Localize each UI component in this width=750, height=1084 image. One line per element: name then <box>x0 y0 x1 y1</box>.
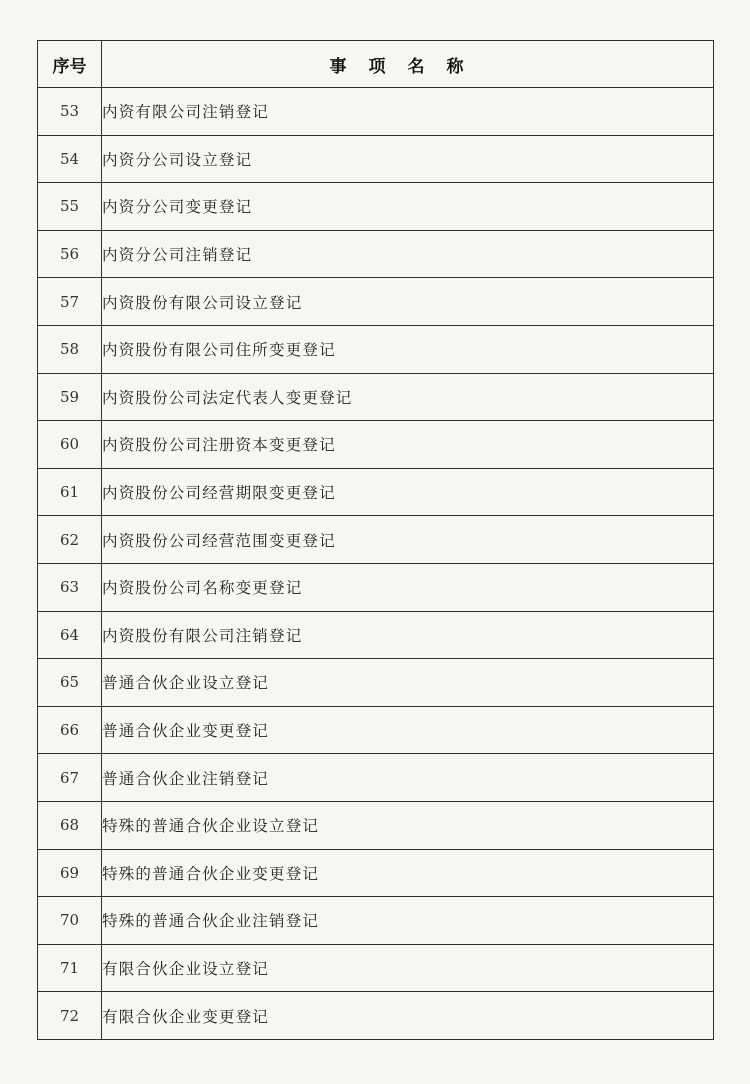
row-item-name: 普通合伙企业注销登记 <box>102 754 714 802</box>
row-item-name: 内资股份公司名称变更登记 <box>102 563 714 611</box>
row-item-name: 内资股份有限公司注销登记 <box>102 611 714 659</box>
row-number: 71 <box>38 944 102 992</box>
row-number: 70 <box>38 897 102 945</box>
row-number: 64 <box>38 611 102 659</box>
row-number: 62 <box>38 516 102 564</box>
row-number: 56 <box>38 230 102 278</box>
table-header <box>38 41 714 88</box>
row-item-name: 普通合伙企业设立登记 <box>102 659 714 707</box>
table-row <box>38 421 714 469</box>
table-row <box>38 944 714 992</box>
table-row <box>38 706 714 754</box>
table-row <box>38 659 714 707</box>
table-row <box>38 563 714 611</box>
row-item-name: 普通合伙企业变更登记 <box>102 706 714 754</box>
table-row <box>38 373 714 421</box>
row-item-name: 内资股份公司法定代表人变更登记 <box>102 373 714 421</box>
row-item-name: 特殊的普通合伙企业设立登记 <box>102 801 714 849</box>
row-number: 58 <box>38 325 102 373</box>
row-number: 65 <box>38 659 102 707</box>
row-item-name: 内资股份有限公司住所变更登记 <box>102 325 714 373</box>
row-item-name: 特殊的普通合伙企业注销登记 <box>102 897 714 945</box>
row-item-name: 内资股份公司经营范围变更登记 <box>102 516 714 564</box>
row-item-name: 内资股份公司经营期限变更登记 <box>102 468 714 516</box>
table-row <box>38 325 714 373</box>
row-number: 66 <box>38 706 102 754</box>
table-row <box>38 278 714 326</box>
table-row <box>38 88 714 136</box>
row-number: 59 <box>38 373 102 421</box>
row-number: 72 <box>38 992 102 1040</box>
header-number: 序号 <box>38 41 102 88</box>
table-row <box>38 992 714 1040</box>
row-item-name: 特殊的普通合伙企业变更登记 <box>102 849 714 897</box>
row-number: 54 <box>38 135 102 183</box>
row-number: 53 <box>38 88 102 136</box>
table-row <box>38 135 714 183</box>
header-row <box>38 41 714 88</box>
row-number: 69 <box>38 849 102 897</box>
row-item-name: 内资有限公司注销登记 <box>102 88 714 136</box>
table-row <box>38 516 714 564</box>
items-table <box>37 40 714 1040</box>
table-row <box>38 468 714 516</box>
table-row <box>38 754 714 802</box>
table-row <box>38 801 714 849</box>
row-item-name: 有限合伙企业设立登记 <box>102 944 714 992</box>
table-row <box>38 849 714 897</box>
row-item-name: 内资分公司注销登记 <box>102 230 714 278</box>
row-number: 55 <box>38 183 102 231</box>
header-name: 事项名称 <box>102 41 714 88</box>
row-item-name: 内资分公司变更登记 <box>102 183 714 231</box>
row-number: 60 <box>38 421 102 469</box>
row-item-name: 有限合伙企业变更登记 <box>102 992 714 1040</box>
row-number: 63 <box>38 563 102 611</box>
table-row <box>38 611 714 659</box>
table-body <box>38 88 714 1040</box>
row-number: 68 <box>38 801 102 849</box>
row-item-name: 内资股份公司注册资本变更登记 <box>102 421 714 469</box>
row-number: 57 <box>38 278 102 326</box>
table-row <box>38 230 714 278</box>
row-item-name: 内资股份有限公司设立登记 <box>102 278 714 326</box>
row-number: 67 <box>38 754 102 802</box>
row-number: 61 <box>38 468 102 516</box>
row-item-name: 内资分公司设立登记 <box>102 135 714 183</box>
table-row <box>38 897 714 945</box>
table-row <box>38 183 714 231</box>
